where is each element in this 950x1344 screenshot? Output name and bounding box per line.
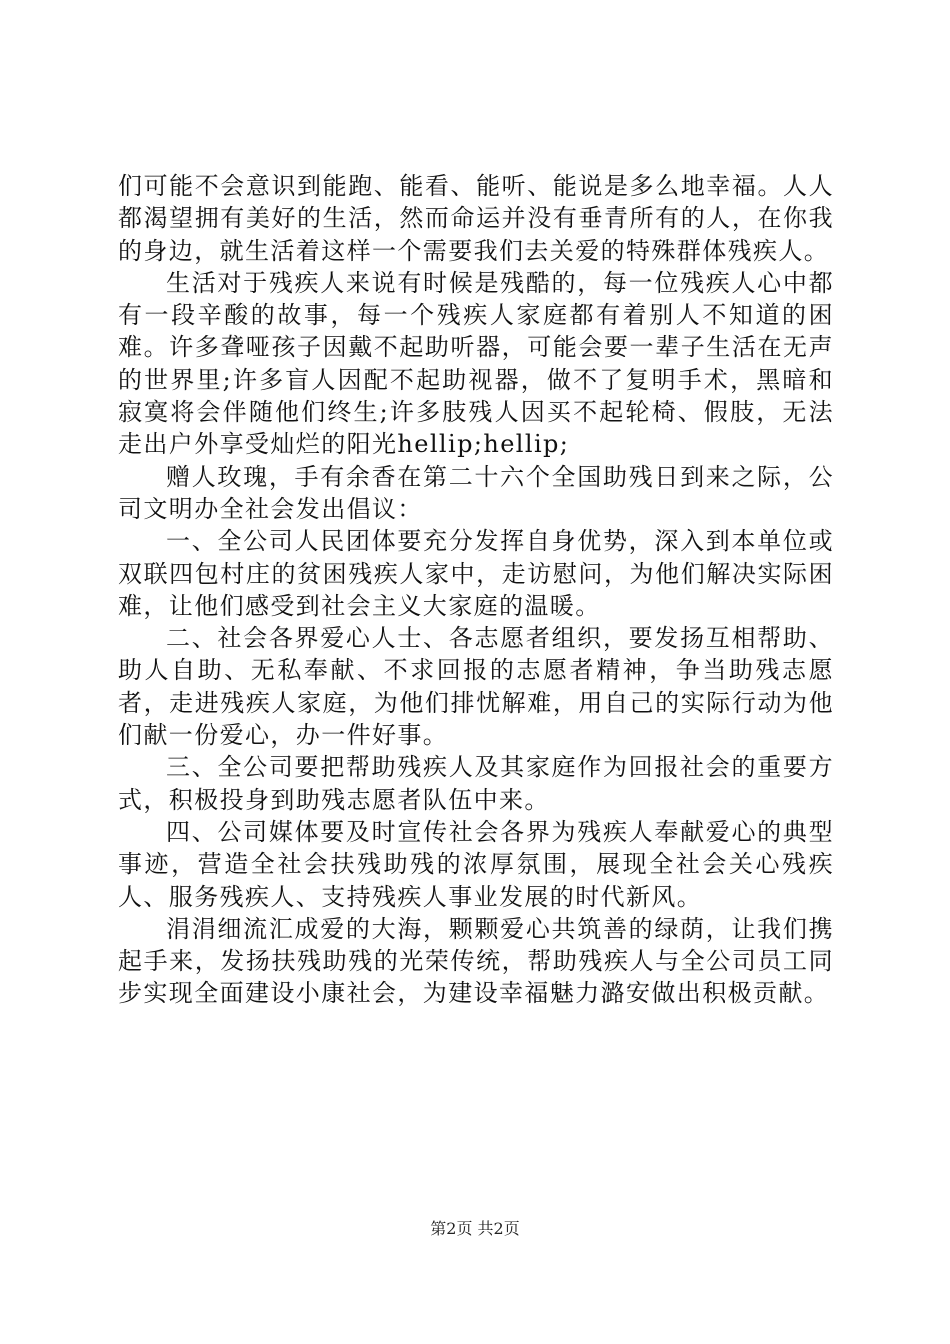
paragraph-2: 生活对于残疾人来说有时候是残酷的，每一位残疾人心中都有一段辛酸的故事，每一个残疾人家庭都有着别人不知道的困难。许多聋哑孩子因戴不起助听器，可能会要一辈子生活在无声的世界里;许多盲人因配不起助视器，做不了复明手术，黑暗和寂寞将会伴随他们终生;许多肢残人因买不起轮椅、假肢，无法走出户外享受灿烂的阳光hellip;hellip; <box>118 268 834 459</box>
page-footer <box>0 1216 950 1239</box>
paragraph-8: 涓涓细流汇成爱的大海，颗颗爱心共筑善的绿荫，让我们携起手来，发扬扶残助残的光荣传统，帮助残疾人与全公司员工同步实现全面建设小康社会，为建设幸福魅力潞安做出积极贡献。 <box>118 914 834 1008</box>
paragraph-7: 四、公司媒体要及时宣传社会各界为残疾人奉献爱心的典型事迹，营造全社会扶残助残的浓厚氛围，展现全社会关心残疾人、服务残疾人、支持残疾人事业发展的时代新风。 <box>118 817 834 911</box>
paragraph-4: 一、全公司人民团体要充分发挥自身优势，深入到本单位或双联四包村庄的贫困残疾人家中，走访慰问，为他们解决实际困难，让他们感受到社会主义大家庭的温暖。 <box>118 527 834 620</box>
paragraph-3: 赠人玫瑰，手有余香在第二十六个全国助残日到来之际，公司文明办全社会发出倡议： <box>118 462 834 523</box>
page-number-label: 第2页 共2页 <box>430 1219 520 1238</box>
paragraph-6: 三、全公司要把帮助残疾人及其家庭作为回报社会的重要方式，积极投身到助残志愿者队伍中来。 <box>118 753 834 814</box>
paragraph-5: 二、社会各界爱心人士、各志愿者组织，要发扬互相帮助、助人自助、无私奉献、不求回报的志愿者精神，争当助残志愿者，走进残疾人家庭，为他们排忧解难，用自己的实际行动为他们献一份爱心，办一件好事。 <box>118 624 834 750</box>
paragraph-1: 们可能不会意识到能跑、能看、能听、能说是多么地幸福。人人都渴望拥有美好的生活，然而命运并没有垂青所有的人，在你我的身边，就生活着这样一个需要我们去关爱的特殊群体残疾人。 <box>118 172 834 265</box>
document-body <box>118 170 834 1010</box>
